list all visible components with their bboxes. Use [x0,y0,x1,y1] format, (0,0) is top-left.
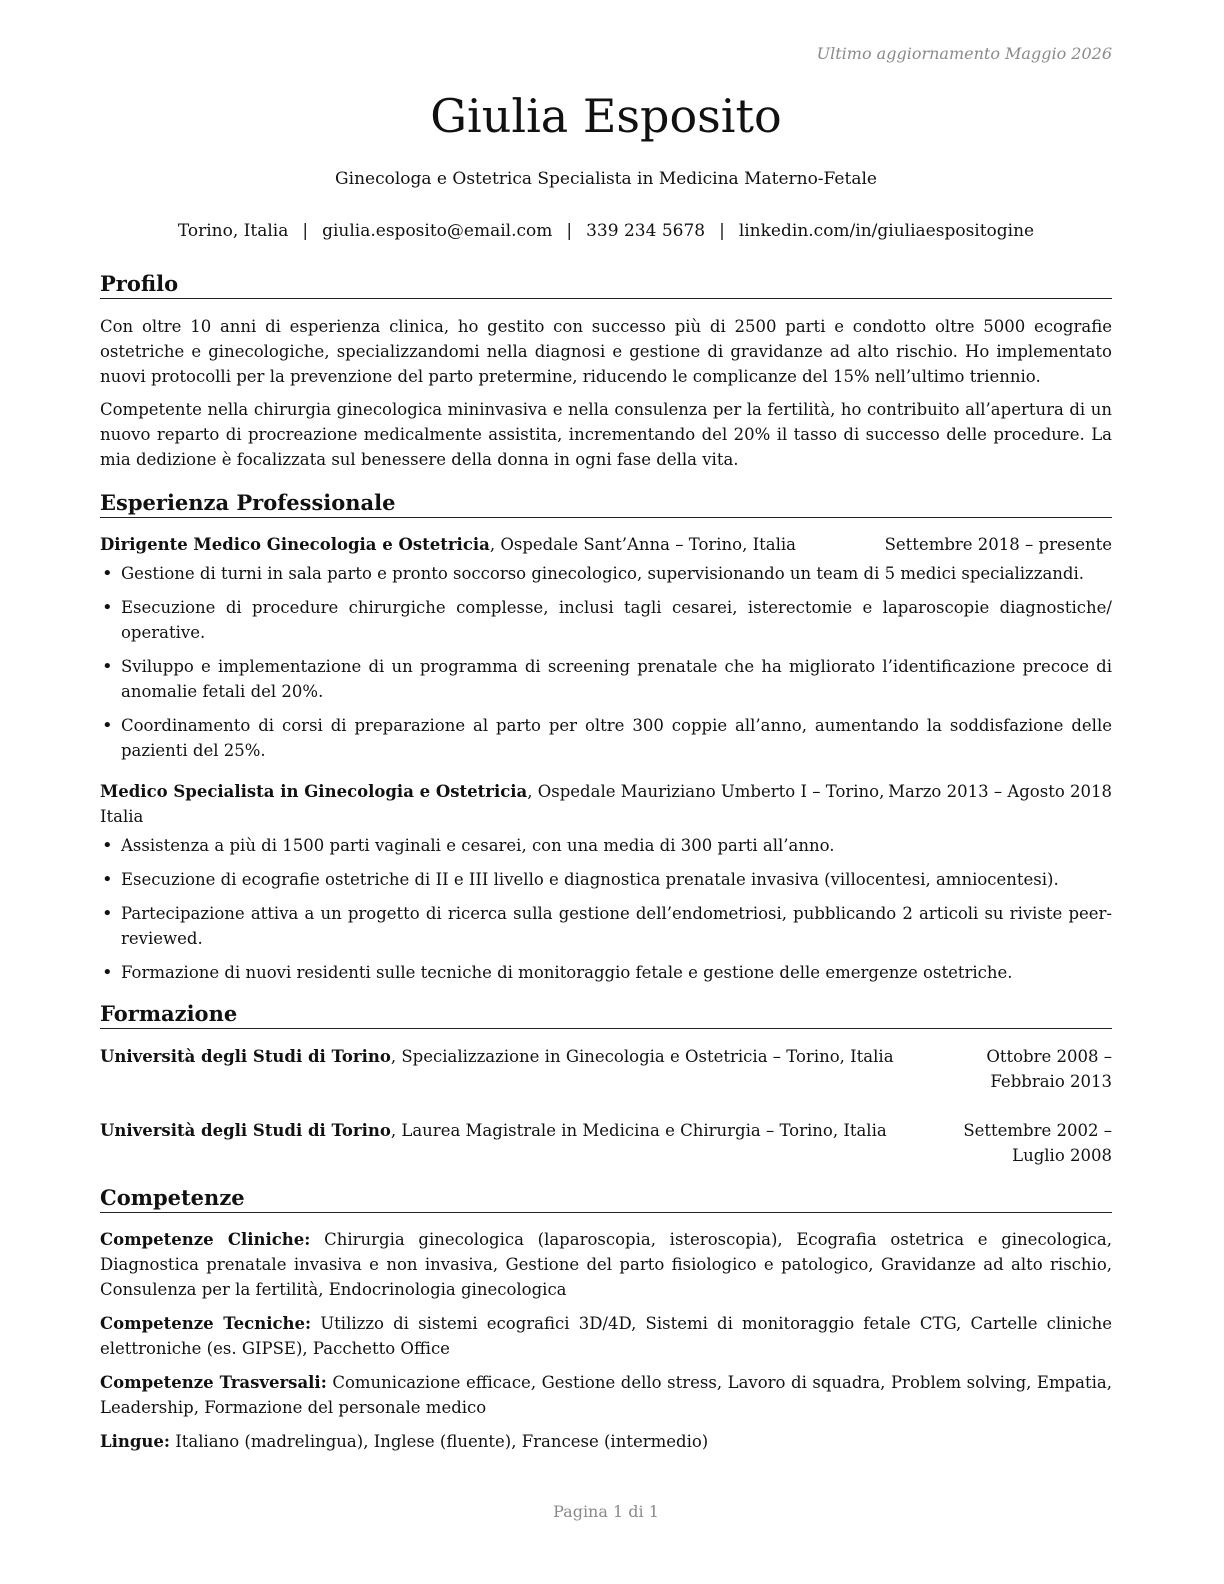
skill-text: Comunicazione efficace, Gestione dello stress, Lavoro di squadra, Problem solving, Empatia, Leadership, Formazione del personale medico [100,1373,1112,1417]
candidate-title: Ginecologa e Ostetrica Specialista in Medicina Materno-Fetale [335,169,877,189]
list-item: • Esecuzione di procedure chirurgiche complesse, inclusi tagli cesarei, isterectomie e laparoscopie diagnostiche/ operative. [100,595,1112,645]
job-bullets [100,561,1112,763]
job-place: , Ospedale Sant’Anna – Torino, Italia [489,535,796,554]
list-item: • Sviluppo e implementazione di un programma di screening prenatale che ha migliorato l’identificazione precoce di anomalie fetali del 20%. [100,654,1112,704]
section-title-experience: Esperienza Professionale [100,489,1112,518]
contact-phone: 339 234 5678 [586,221,706,241]
experience-entry [100,779,1112,994]
job-dates: Marzo 2013 – Agosto 2018 [888,782,1112,801]
contact-separator: | [566,221,573,241]
skill-text: Italiano (madrelingua), Inglese (fluente), Francese (intermedio) [170,1432,709,1451]
profile-paragraph: Con oltre 10 anni di esperienza clinica, ho gestito con successo più di 2500 parti e condotto oltre 5000 ecografie ostetriche e ginecologiche, specializzandomi nella diagnosi e gestione di gravidanze ad alto rischio. Ho implementato nuovi protocolli per la prevenzione del parto pretermine, riducendo le complicanze del 15% nell’ultimo triennio. [100,317,1112,386]
list-item: • Assistenza a più di 1500 parti vaginali e cesarei, con una media di 300 parti all’anno. [100,833,1112,858]
contact-line [100,220,1112,242]
skill-label: Competenze Trasversali: [100,1373,327,1392]
skill-label: Competenze Tecniche: [100,1314,312,1333]
contact-email[interactable]: giulia.esposito@email.com [322,221,553,241]
job-dates: Settembre 2018 – presente [884,535,1112,554]
list-item: • Formazione di nuovi residenti sulle tecniche di monitoraggio fetale e gestione delle emergenze ostetriche. [100,960,1112,985]
list-item: • Gestione di turni in sala parto e pronto soccorso ginecologico, supervisionando un team di 5 medici specializzandi. [100,561,1112,586]
job-role: Medico Specialista in Ginecologia e Ostetricia [100,782,528,801]
list-item: • Esecuzione di ecografie ostetriche di II e III livello e diagnostica prenatale invasiva (villocentesi, amniocentesi). [100,867,1112,892]
last-updated: Ultimo aggiornamento Maggio 2026 [816,44,1112,63]
section-title-education: Formazione [100,1000,1112,1029]
education-dates: Settembre 2002 – Luglio 2008 [963,1121,1112,1165]
contact-separator: | [719,221,725,241]
list-item: • Coordinamento di corsi di preparazione al parto per oltre 300 coppie all’anno, aumentando la soddisfazione delle pazienti del 25%. [100,713,1112,763]
profile-paragraph: Competente nella chirurgia ginecologica mininvasiva e nella consulenza per la fertilità, ho contribuito all’apertura di un nuovo reparto di procreazione medicalmente assistita, incrementando del 20% il tasso di successo delle procedure. La mia dedizione è focalizzata sul benessere della donna in ogni fase della vita. [100,400,1112,469]
entry-header [100,532,1112,557]
skill-text: Utilizzo di sistemi ecografici 3D/4D, Sistemi di monitoraggio fetale CTG, Cartelle cliniche elettroniche (es. GIPSE), Pacchetto Office [100,1314,1113,1358]
contact-separator: | [302,221,309,241]
education-dates: Ottobre 2008 – Febbraio 2013 [986,1047,1112,1091]
contact-linkedin[interactable]: linkedin.com/in/giuliaespositogine [738,221,1035,241]
school-name: Università degli Studi di Torino [100,1121,391,1140]
skill-label: Lingue: [100,1432,170,1451]
skill-group [100,1227,1112,1302]
school-name: Università degli Studi di Torino [100,1047,391,1066]
entry-header [100,779,1112,829]
section-title-profile: Profilo [100,270,1112,299]
skill-label: Competenze Cliniche: [100,1230,311,1249]
skill-group [100,1370,1112,1420]
contact-location: Torino, Italia [177,221,289,241]
profile-section [100,314,1112,480]
skill-text: Chirurgia ginecologica (laparoscopia, isteroscopia), Ecografia ostetrica e ginecologica, Diagnostica prenatale invasiva e non invasiva, Gestione del parto fisiologico e patologico, Gravidanze ad alto rischio, Consulenza per la fertilità, Endocrinologia ginecologica [100,1230,1112,1299]
list-item: • Partecipazione attiva a un progetto di ricerca sulla gestione dell’endometriosi, pubblicando 2 articoli su riviste peer-reviewed. [100,901,1112,951]
degree-detail: , Laurea Magistrale in Medicina e Chirurgia – Torino, Italia [390,1121,887,1140]
skill-group [100,1311,1112,1361]
skill-group [100,1429,1112,1454]
job-place: , Ospedale Mauriziano Umberto I – Torino, Italia [100,782,885,826]
degree-detail: , Specializzazione in Ginecologia e Ostetricia – Torino, Italia [390,1047,894,1066]
skills-section [100,1227,1112,1463]
section-title-skills: Competenze [100,1184,1112,1213]
page-number: Pagina 1 di 1 [553,1502,659,1521]
job-bullets [100,833,1112,985]
candidate-name: Giulia Esposito [430,89,782,143]
job-role: Dirigente Medico Ginecologia e Ostetricia [100,535,490,554]
education-entry [100,1044,1112,1094]
experience-entry [100,532,1112,772]
education-entry [100,1118,1112,1168]
